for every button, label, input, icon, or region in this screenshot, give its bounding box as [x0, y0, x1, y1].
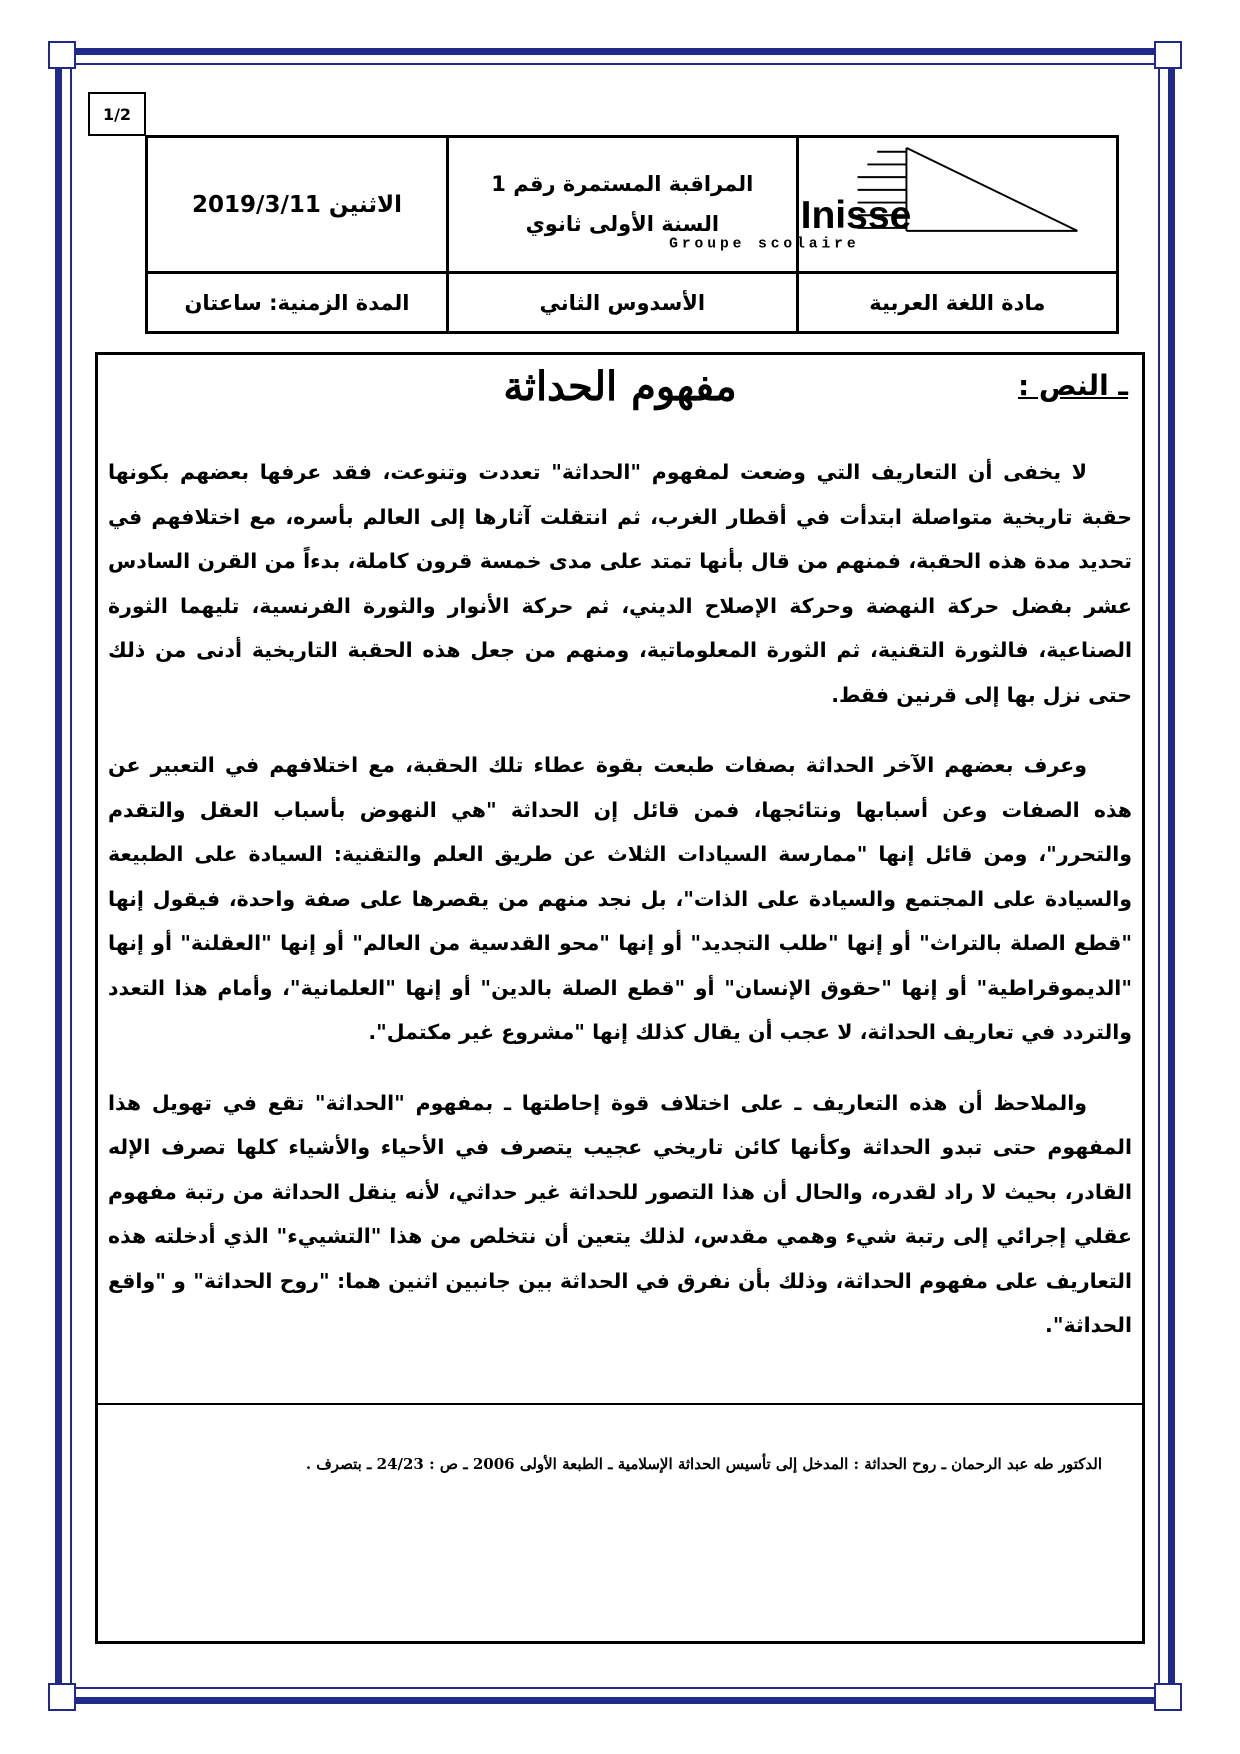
logo-text: Inisse: [800, 193, 911, 237]
semester: الأسدوس الثاني: [448, 273, 798, 333]
class-level: السنة الأولى ثانوي: [525, 211, 720, 236]
corner-ornament: [48, 1683, 76, 1711]
page-number: 1/2: [88, 92, 146, 136]
duration: المدة الزمنية: ساعتان: [147, 273, 448, 333]
exam-date: الاثنين 2019/3/11: [147, 137, 448, 273]
logo-cell: [668, 137, 1117, 273]
paragraph: لا يخفى أن التعاريف التي وضعت لمفهوم "الحداثة" تعددت وتنوعت، فقد عرفها بعضهم بكونها حقبة تاريخية متواصلة ابتدأت في أقطار الغرب، ثم انتقلت آثارها إلى العالم بأسره، مع اختلافهم في تحديد مدة هذه الحقبة، فمنهم من قال بأنها تمتد على مدى خمسة قرون كاملة، بدءاً من القرن السادس عشر بفضل حركة النهضة وحركة الإصلاح الديني، ثم حركة الأنوار والثورة الفرنسية، تليهما الثورة الصناعية، فالثورة التقنية، ثم الثورة المعلوماتية، ومنهم من جعل هذه الحقبة التاريخية أدنى من ذلك حتى نزل بها إلى قرنين فقط.: [108, 460, 1132, 707]
paragraph: وعرف بعضهم الآخر الحداثة بصفات طبعت بقوة عطاء تلك الحقبة، مع اختلافهم في التعبير عن هذه الصفات وعن أسبابها ونتائجها، فمن قائل إن الحداثة "هي النهوض بأسباب العقل والتقدم والتحرر"، ومن قائل إنها "ممارسة السيادات الثلاث عن طريق العلم والتقنية: السيادة على الطبيعة والسيادة على المجتمع والسيادة على الذات"، بل نجد منهم من يقصرها على صفة واحدة، فيقول إنها "قطع الصلة بالتراث" أو إنها "طلب التجديد" أو إنها "محو القدسية من العالم" أو إنها "العقلنة" أو إنها "الديموقراطية" أو إنها "حقوق الإنسان" أو "قطع الصلة بالدين" أو إنها "العلمانية"، وأمام هذا التعدد والتردد في تعاريف الحداثة، لا عجب أن يقال كذلك إنها "مشروع غير مكتمل".: [108, 753, 1132, 1044]
corner-ornament: [48, 41, 76, 69]
text-label: ـ النص :: [1017, 369, 1128, 402]
corner-ornament: [1154, 41, 1182, 69]
text-body: [108, 450, 1132, 1374]
text-title: مفهوم الحداثة: [503, 363, 737, 410]
separator-line: [98, 1403, 1142, 1405]
source-reference: الدكتور طه عبد الرحمان ـ روح الحداثة : المدخل إلى تأسيس الحداثة الإسلامية ـ الطبعة الأولى 2006 ـ ص : 24/23 ـ بتصرف .: [305, 1455, 1102, 1473]
header-table: [145, 135, 1119, 334]
paragraph: والملاحظ أن هذه التعاريف ـ على اختلاف قوة إحاطتها ـ بمفهوم "الحداثة" تقع في تهويل هذا المفهوم حتى تبدو الحداثة وكأنها كائن تاريخي عجيب يتصرف في الأحياء والأشياء كلها تصرف الإله القادر، بحيث لا راد لقدره، والحال أن هذا التصور للحداثة غير حداثي، لأنه ينقل الحداثة من رتبة مفهوم عقلي إجرائي إلى رتبة شيء وهمي مقدس، لذلك يتعين أن نتخلص من هذا "التشييء" الذي أدخلته هذه التعاريف على مفهوم الحداثة، وذلك بأن نفرق في الحداثة بين جانبين اثنين هما: "روح الحداثة" و "واقع الحداثة".: [108, 1090, 1132, 1337]
text-box: [95, 352, 1145, 1644]
logo-subtext: Groupe scolaire: [668, 236, 860, 253]
exam-name: المراقبة المستمرة رقم 1: [491, 172, 754, 197]
corner-ornament: [1154, 1683, 1182, 1711]
school-logo: [668, 138, 1116, 271]
subject: مادة اللغة العربية: [797, 273, 1117, 333]
